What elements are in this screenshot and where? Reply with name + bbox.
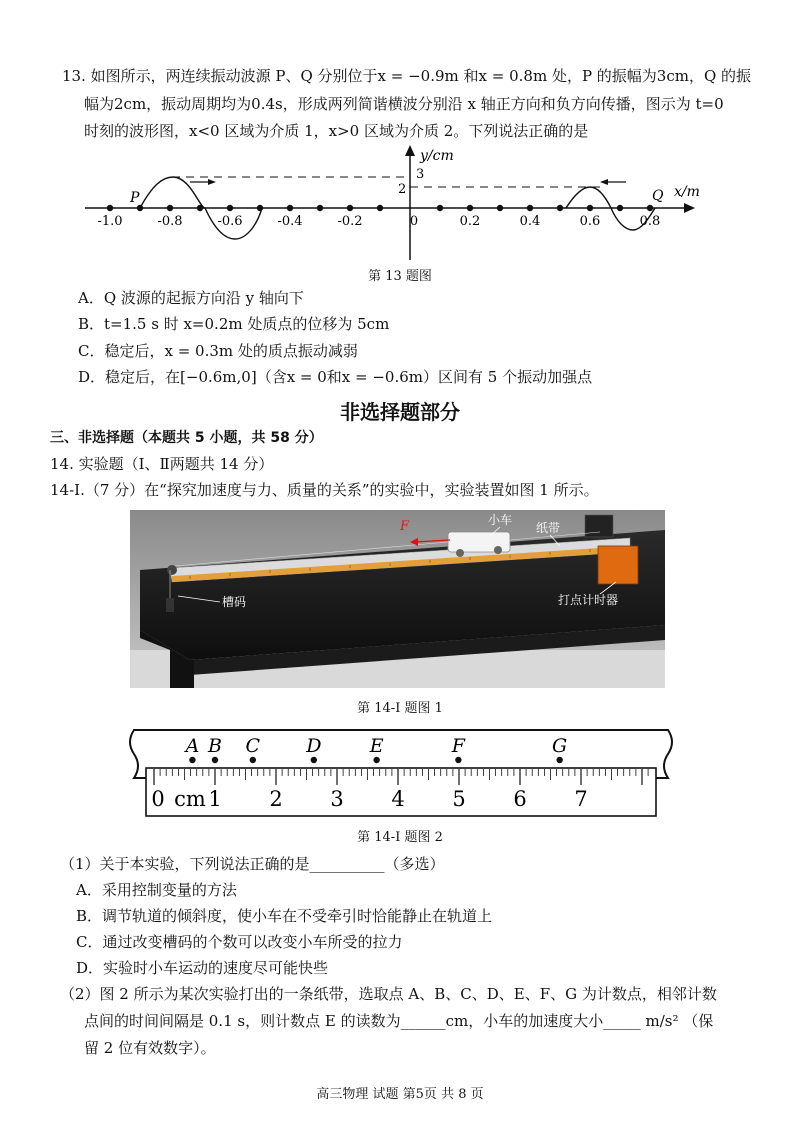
y-axis-label: y/cm [420,148,454,164]
ruler-label: 1 [208,787,222,811]
part1-option-d: D．实验时小车运动的速度尽可能快些 [76,959,329,977]
ruler-label: 7 [574,787,588,811]
q13-line3: 时刻的波形图，x<0 区域为介质 1，x>0 区域为介质 2。下列说法正确的是 [84,122,589,140]
x-tick-label: 0.8 [639,214,661,229]
ruler-label: 2 [269,787,283,811]
page-footer: 高三物理 试题 第5页 共 8 页 [316,1087,484,1102]
y-tick-3: 3 [416,167,425,182]
source-p-label: P [130,190,140,206]
medium-particle-dot [527,205,533,211]
tape-point-dot [212,757,218,763]
wave-tick-labels [97,214,660,229]
x-tick-label: -0.6 [217,214,243,229]
part2-line3: 留 2 位有效数字）。 [84,1039,216,1057]
medium-particle-dot [227,205,233,211]
part1-option-b: B．调节轨道的倾斜度，使小车在不受牵引时恰能静止在轨道上 [76,907,493,925]
p-arrow-head-icon [208,179,216,185]
x-tick-label: 0 [409,214,419,229]
medium-particle-dot [437,205,443,211]
q13-option-b: B．t=1.5 s 时 x=0.2m 处质点的位移为 5cm [78,315,390,333]
medium-particle-dot [257,205,263,211]
x-tick-label: 0.2 [459,214,481,229]
tape-ruler-figure [126,722,686,822]
force-label: F [400,519,410,534]
medium-particle-dot [137,205,143,211]
tape-point-label: B [208,735,222,757]
tape-point-dot [311,757,317,763]
medium-particle-dot [617,205,623,211]
tape-point-label: E [369,735,384,757]
tape-point-label: G [552,735,568,757]
part2-line2: 点间的时间间隔是 0.1 s，则计数点 E 的读数为______cm，小车的加速度大小_____ m/s² （保 [84,1012,714,1030]
q13-option-a: A．Q 波源的起振方向沿 y 轴向下 [78,289,304,307]
y-axis-arrow-icon [405,145,415,156]
x-tick-label: -0.8 [157,214,183,229]
ruler-label: cm [174,787,206,811]
x-tick-label: -0.4 [277,214,303,229]
x-tick-label: -0.2 [337,214,363,229]
q13-line1: 13. 如图所示，两连续振动波源 P、Q 分别位于x = −0.9m 和x = 0.8m 处，P 的振幅为3cm，Q 的振 [62,67,752,85]
part2-line1: （2）图 2 所示为某次实验打出的一条纸带，选取点 A、B、C、D、E、F、G 为计数点，相邻计数 [60,985,717,1003]
medium-particle-dot [647,205,653,211]
fig1-caption: 第 14-Ⅰ 题图 1 [357,701,443,716]
x-axis-label: x/m [674,184,700,200]
medium-particle-dot [167,205,173,211]
tape-point-dot [250,757,256,763]
timer-label: 打点计时器 [558,593,619,607]
q13-option-c: C．稳定后，x = 0.3m 处的质点振动减弱 [78,342,358,360]
x-tick-label: -1.0 [97,214,123,229]
section-title: 非选择题部分 [340,400,460,424]
ruler-label: 3 [330,787,344,811]
tape-point-dot [556,757,562,763]
tape-point-dot [189,757,195,763]
part1-option-a: A．采用控制变量的方法 [76,881,237,899]
q13-caption: 第 13 题图 [368,269,432,284]
q14-intro: 14-Ⅰ.（7 分）在“探究加速度与力、质量的关系”的实验中，实验装置如图 1 所示。 [50,481,599,499]
medium-particle-dot [467,205,473,211]
medium-particle-dot [347,205,353,211]
tape-point-label: C [245,735,261,757]
medium-particle-dot [287,205,293,211]
medium-particle-dot [497,205,503,211]
source-q-label: Q [652,188,664,204]
y-tick-2: 2 [398,182,407,197]
medium-particle-dot [197,205,203,211]
medium-particle-dot [377,205,383,211]
section-subtitle: 三、非选择题（本题共 5 小题，共 58 分） [50,430,323,446]
x-axis-arrow-icon [684,203,695,213]
apparatus-photo [130,510,665,688]
ruler-label: 0 [151,787,165,811]
fig2-caption: 第 14-Ⅰ 题图 2 [357,830,443,845]
part1-stem: （1）关于本实验，下列说法正确的是__________（多选） [60,855,445,873]
q13-option-d: D．稳定后，在[−0.6m,0]（含x = 0和x = −0.6m）区间有 5 个振动加强点 [78,368,593,386]
q13-wave-figure [80,142,720,262]
x-tick-label: 0.4 [519,214,541,229]
medium-particle-dot [317,205,323,211]
weight-label: 槽码 [222,595,247,609]
cart-label: 小车 [488,513,513,527]
q14-header: 14. 实验题（Ⅰ、Ⅱ两题共 14 分） [50,455,274,473]
tape-point-label: A [185,735,200,757]
ruler-label: 6 [513,787,527,811]
ruler-label: 4 [391,787,405,811]
medium-particle-dot [107,205,113,211]
tape-label: 纸带 [536,521,561,535]
ruler-label: 5 [452,787,466,811]
medium-particle-dot [587,205,593,211]
x-tick-label: 0.6 [579,214,601,229]
tape-point-dot [373,757,379,763]
part1-option-c: C．通过改变槽码的个数可以改变小车所受的拉力 [76,933,403,951]
medium-particle-dot [557,205,563,211]
tape-point-label: F [451,735,465,757]
tape-point-dot [455,757,461,763]
tape-point-label: D [306,735,322,757]
timer-box [598,546,638,584]
q13-line2: 幅为2cm，振动周期均为0.4s，形成两列简谐横波分别沿 x 轴正方向和负方向传播，图示为 t=0 [84,95,724,113]
q-arrow-head-icon [600,179,608,185]
